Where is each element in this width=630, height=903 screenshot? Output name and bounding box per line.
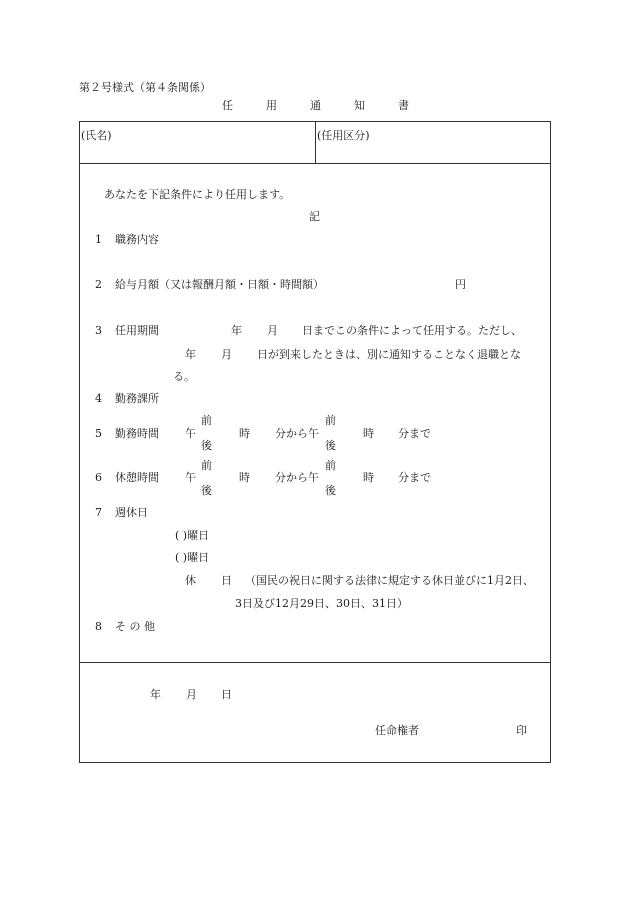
weekday-field-1: ( )曜日 — [175, 529, 210, 542]
period-line2-month: 月 — [221, 348, 232, 361]
period-line1-tail: 日までこの条件によって任用する。ただし、 — [302, 324, 522, 337]
item-number: 8 — [95, 620, 102, 633]
item-label-weekly-holiday: 週休日 — [115, 506, 148, 519]
am-label-2: 前 — [325, 414, 336, 427]
am-label-2: 前 — [325, 459, 336, 472]
hour-label: 時 — [239, 471, 250, 484]
appointer-label: 任命権者 — [375, 724, 419, 737]
header-bottom-line — [80, 163, 550, 164]
footer-month: 月 — [186, 688, 197, 701]
item-number: 6 — [95, 471, 102, 484]
holiday-note-line2: 3日及び12月29日、30日、31日） — [235, 597, 408, 610]
yen-unit: 円 — [455, 278, 466, 291]
title-char: 任 — [222, 99, 233, 112]
item-label-office: 勤務課所 — [115, 392, 159, 405]
title-char: 知 — [354, 99, 365, 112]
am-label: 前 — [201, 414, 212, 427]
seal-mark: 印 — [516, 724, 527, 737]
hour-label: 時 — [239, 427, 250, 440]
item-label-duties: 職務内容 — [115, 233, 159, 246]
holiday-char-a: 休 — [185, 574, 196, 587]
title-char: 通 — [310, 99, 321, 112]
period-year: 年 — [231, 324, 242, 337]
footer-top-line — [80, 662, 550, 663]
pm-label: 後 — [201, 439, 212, 452]
period-line3: る。 — [173, 370, 195, 383]
period-month: 月 — [267, 324, 278, 337]
holiday-char-b: 日 — [221, 574, 232, 587]
until-label: 分まで — [398, 471, 431, 484]
item-number: 1 — [95, 233, 102, 246]
footer-day: 日 — [221, 688, 232, 701]
item-number: 7 — [95, 506, 102, 519]
ki-heading: 記 — [309, 210, 320, 223]
weekday-field-2: ( )曜日 — [175, 551, 210, 564]
item-label-break-time: 休憩時間 — [115, 471, 159, 484]
go-label: 午 — [185, 471, 196, 484]
go-label: 午 — [185, 427, 196, 440]
name-field-label: (氏名) — [81, 129, 112, 142]
hour-label-2: 時 — [363, 427, 374, 440]
category-field-label: (任用区分) — [317, 129, 370, 142]
hour-label-2: 時 — [363, 471, 374, 484]
period-line2-year: 年 — [185, 348, 196, 361]
title-char: 書 — [398, 99, 409, 112]
period-line2-tail: 日が到来したときは、別に通知することなく退職とな — [257, 348, 521, 361]
item-number: 4 — [95, 392, 102, 405]
from-label: 分から午 — [275, 427, 319, 440]
footer-year: 年 — [150, 688, 161, 701]
from-label: 分から午 — [275, 471, 319, 484]
pm-label-2: 後 — [325, 484, 336, 497]
header-divider — [315, 122, 316, 163]
pm-label-2: 後 — [325, 439, 336, 452]
item-number: 2 — [95, 278, 102, 291]
item-label-salary: 給与月額（又は報酬月額・日額・時間額） — [115, 278, 324, 291]
am-label: 前 — [201, 459, 212, 472]
item-number: 3 — [95, 324, 102, 337]
until-label: 分まで — [398, 427, 431, 440]
form-number: 第２号様式（第４条関係） — [79, 81, 211, 94]
item-label-other: そ の 他 — [115, 620, 155, 633]
title-char: 用 — [266, 99, 277, 112]
pm-label: 後 — [201, 484, 212, 497]
item-label-period: 任用期間 — [115, 324, 159, 337]
item-number: 5 — [95, 427, 102, 440]
item-label-work-hours: 勤務時間 — [115, 427, 159, 440]
holiday-note-line1: （国民の祝日に関する法律に規定する休日並びに1月2日、 — [245, 574, 534, 587]
intro-text: あなたを下記条件により任用します。 — [104, 188, 291, 201]
